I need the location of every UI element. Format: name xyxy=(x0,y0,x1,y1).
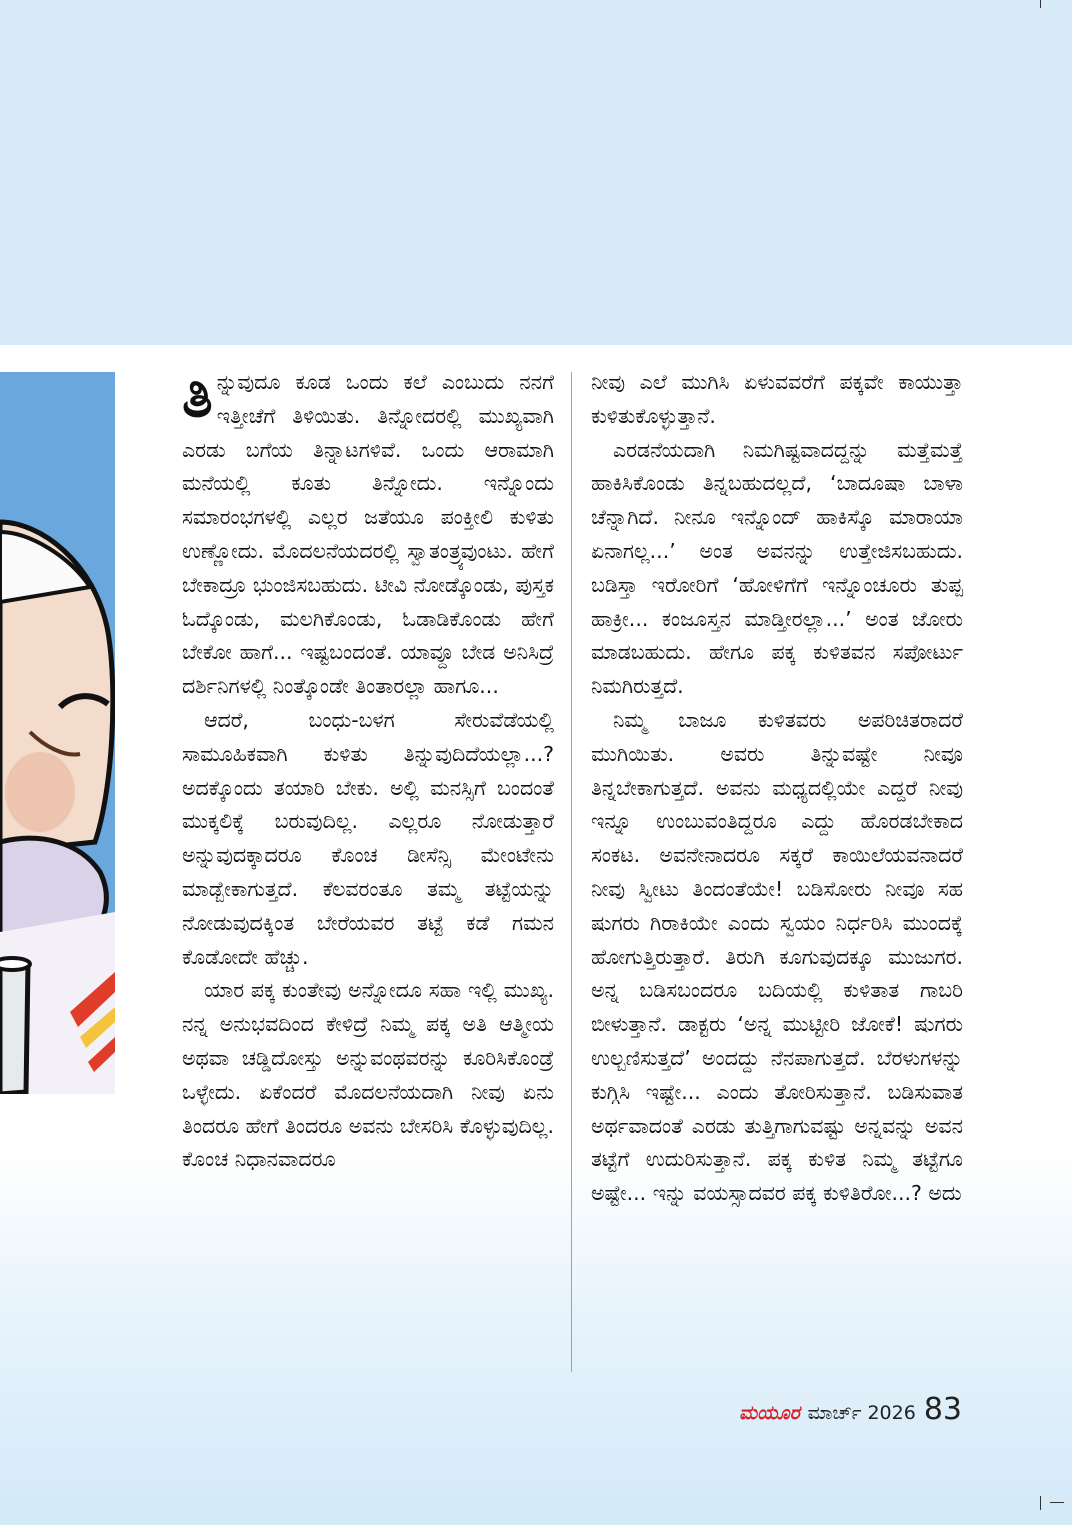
crop-mark-top xyxy=(1040,0,1041,8)
article-paragraph: ಆದರೆ, ಬಂಧು-ಬಳಗ ಸೇರುವೆಡೆಯಲ್ಲಿ ಸಾಮೂಹಿಕವಾಗಿ ಕುಳಿತು ತಿನ್ನುವುದಿದೆಯಲ್ಲಾ...? ಅದಕ್ಕೊಂದು ತಯಾರಿ ಬೇಕು. ಅಲ್ಲಿ ಮನಸ್ಸಿಗೆ ಬಂದಂತೆ ಮುಕ್ಕಲಿಕ್ಕೆ ಬರುವುದಿಲ್ಲ. ಎಲ್ಲರೂ ನೋಡುತ್ತಾರೆ ಅನ್ನುವುದಕ್ಕಾದರೂ ಕೊಂಚ ಡೀಸೆನ್ಸಿ ಮೇಂಟೇನು ಮಾಡ್ಬೇಕಾಗುತ್ತದೆ. ಕೆಲವರಂತೂ ತಮ್ಮ ತಟ್ಟೆಯನ್ನು ನೋಡುವುದಕ್ಕಿಂತ ಬೇರೆಯವರ ತಟ್ಟೆ ಕಡೆ ಗಮನ ಕೊಡೋದೇ ಹೆಚ್ಚು. xyxy=(182,707,554,969)
crop-mark-bottom xyxy=(1040,1496,1041,1510)
article-column-right xyxy=(591,366,963,1211)
article-paragraph: ನೀವು ಎಲೆ ಮುಗಿಸಿ ಏಳುವವರೆಗೆ ಪಕ್ಕವೇ ಕಾಯುತ್ತಾ ಕುಳಿತುಕೊಳ್ಳುತ್ತಾನೆ. xyxy=(591,370,963,428)
cartoon-illustration xyxy=(0,372,115,1094)
article-column-left xyxy=(182,362,554,1177)
page-footer xyxy=(739,1392,962,1428)
crop-mark-bottom-h xyxy=(1050,1502,1064,1503)
article-paragraph xyxy=(182,362,554,704)
top-color-band xyxy=(0,0,1072,345)
issue-date: ಮಾರ್ಚ್ 2026 xyxy=(807,1402,916,1424)
magazine-brand: ಮಯೂರ xyxy=(739,1402,800,1424)
paragraph-text: ನ್ನುವುದೂ ಕೂಡ ಒಂದು ಕಲೆ ಎಂಬುದು ನನಗೆ ಇತ್ತೀಚೆಗೆ ತಿಳಿಯಿತು. ತಿನ್ನೋದರಲ್ಲಿ ಮುಖ್ಯವಾಗಿ ಎರಡು ಬಗೆಯ ತಿನ್ನಾಟಗಳಿವೆ. ಒಂದು ಆರಾಮಾಗಿ ಮನೆಯಲ್ಲಿ ಕೂತು ತಿನ್ನೋದು. ಇನ್ನೊಂದು ಸಮಾರಂಭಗಳಲ್ಲಿ ಎಲ್ಲರ ಜತೆಯೂ ಪಂಕ್ತೀಲಿ ಕುಳಿತು ಉಣ್ಣೋದು. ಮೊದಲನೆಯದರಲ್ಲಿ ಸ್ವಾತಂತ್ರ್ಯವುಂಟು. ಹೇಗೆ ಬೇಕಾದ್ರೂ ಭುಂಜಿಸಬಹುದು. ಟೀವಿ ನೋಡ್ಕೊಂಡು, ಪುಸ್ತಕ ಓದ್ಕೊಂಡು, ಮಲಗಿಕೊಂಡು, ಓಡಾಡಿಕೊಂಡು ಹೇಗೆ ಬೇಕೋ ಹಾಗೆ... ಇಷ್ಟಬಂದಂತೆ. ಯಾವ್ದೂ ಬೇಡ ಅನಿಸಿದ್ರೆ ದರ್ಶಿನಿಗಳಲ್ಲಿ ನಿಂತ್ಕೊಂಡೇ ತಿಂತಾರಲ್ಲಾ ಹಾಗೂ... xyxy=(182,370,554,699)
article-paragraph: ನಿಮ್ಮ ಬಾಜೂ ಕುಳಿತವರು ಅಪರಿಚಿತರಾದರೆ ಮುಗಿಯಿತು. ಅವರು ತಿನ್ನುವಷ್ಟೇ ನೀವೂ ತಿನ್ನಬೇಕಾಗುತ್ತದೆ. ಅವನು ಮಧ್ಯದಲ್ಲಿಯೇ ಎದ್ದರೆ ನೀವು ಇನ್ನೂ ಉಂಬುವಂತಿದ್ದರೂ ಎದ್ದು ಹೊರಡಬೇಕಾದ ಸಂಕಟ. ಅವನೇನಾದರೂ ಸಕ್ಕರೆ ಕಾಯಿಲೆಯವನಾದರೆ ನೀವು ಸ್ವೀಟು ತಿಂದಂತೆಯೇ! ಬಡಿಸೋರು ನೀವೂ ಸಹ ಷುಗರು ಗಿರಾಕಿಯೇ ಎಂದು ಸ್ವಯಂ ನಿರ್ಧರಿಸಿ ಮುಂದಕ್ಕೆ ಹೋಗುತ್ತಿರುತ್ತಾರೆ. ತಿರುಗಿ ಕೂಗುವುದಕ್ಕೂ ಮುಜುಗರ. ಅನ್ನ ಬಡಿಸಬಂದರೂ ಬದಿಯಲ್ಲಿ ಕುಳಿತಾತ ಗಾಬರಿ ಬೀಳುತ್ತಾನೆ. ಡಾಕ್ಟರು ‘ಅನ್ನ ಮುಟ್ಟೀರಿ ಜೋಕೆ! ಷುಗರು ಉಲ್ಬಣಿಸುತ್ತದೆ’ ಅಂದದ್ದು ನೆನಪಾಗುತ್ತದೆ. ಬೆರಳುಗಳನ್ನು ಕುಗ್ಗಿಸಿ ಇಷ್ಟೇ... ಎಂದು ತೋರಿಸುತ್ತಾನೆ. ಬಡಿಸುವಾತ ಅರ್ಥವಾದಂತೆ ಎರಡು ತುತ್ತಿಗಾಗುವಷ್ಟು ಅನ್ನವನ್ನು ಅವನ ತಟ್ಟೆಗೆ ಉದುರಿಸುತ್ತಾನೆ. ಪಕ್ಕ ಕುಳಿತ ನಿಮ್ಮ ತಟ್ಟೆಗೂ ಅಷ್ಟೇ... ಇನ್ನು ವಯಸ್ಸಾದವರ ಪಕ್ಕ ಕುಳಿತಿರೋ...? ಅದು xyxy=(591,707,963,1206)
column-divider xyxy=(571,372,572,1372)
article-paragraph: ಯಾರ ಪಕ್ಕ ಕುಂತೇವು ಅನ್ನೋದೂ ಸಹಾ ಇಲ್ಲಿ ಮುಖ್ಯ. ನನ್ನ ಅನುಭವದಿಂದ ಕೇಳಿದ್ರೆ ನಿಮ್ಮ ಪಕ್ಕ ಅತಿ ಆತ್ಮೀಯ ಅಥವಾ ಚಡ್ಡಿದೋಸ್ತು ಅನ್ನುವಂಥವರನ್ನು ಕೂರಿಸಿಕೊಂಡ್ರೆ ಒಳ್ಳೇದು. ಏಕೆಂದರೆ ಮೊದಲನೆಯದಾಗಿ ನೀವು ಏನು ತಿಂದರೂ ಹೇಗೆ ತಿಂದರೂ ಅವನು ಬೇಸರಿಸಿ ಕೊಳ್ಳುವುದಿಲ್ಲ. ಕೊಂಚ ನಿಧಾನವಾದರೂ xyxy=(182,978,554,1172)
article-paragraph: ಎರಡನೆಯದಾಗಿ ನಿಮಗಿಷ್ಟವಾದದ್ದನ್ನು ಮತ್ತೆಮತ್ತೆ ಹಾಕಿಸಿಕೊಂಡು ತಿನ್ನಬಹುದಲ್ಲದೆ, ‘ಬಾದೂಷಾ ಬಾಳಾ ಚೆನ್ನಾಗಿದೆ. ನೀನೂ ಇನ್ನೊಂದ್ ಹಾಕಿಸ್ಕೊ ಮಾರಾಯಾ ಏನಾಗಲ್ಲ...’ ಅಂತ ಅವನನ್ನು ಉತ್ತೇಜಿಸಬಹುದು. ಬಡಿಸ್ತಾ ಇರೋರಿಗೆ ‘ಹೋಳಿಗೆಗೆ ಇನ್ನೊಂಚೂರು ತುಪ್ಪ ಹಾಕ್ರೀ... ಕಂಜೂಸ್ತನ ಮಾಡ್ತೀರಲ್ಲಾ...’ ಅಂತ ಜೋರು ಮಾಡಬಹುದು. ಹೇಗೂ ಪಕ್ಕ ಕುಳಿತವನ ಸಪೋರ್ಟು ನಿಮಗಿರುತ್ತದೆ. xyxy=(591,437,963,699)
page-number: 83 xyxy=(923,1392,962,1427)
drop-cap: ತಿ xyxy=(182,362,213,430)
